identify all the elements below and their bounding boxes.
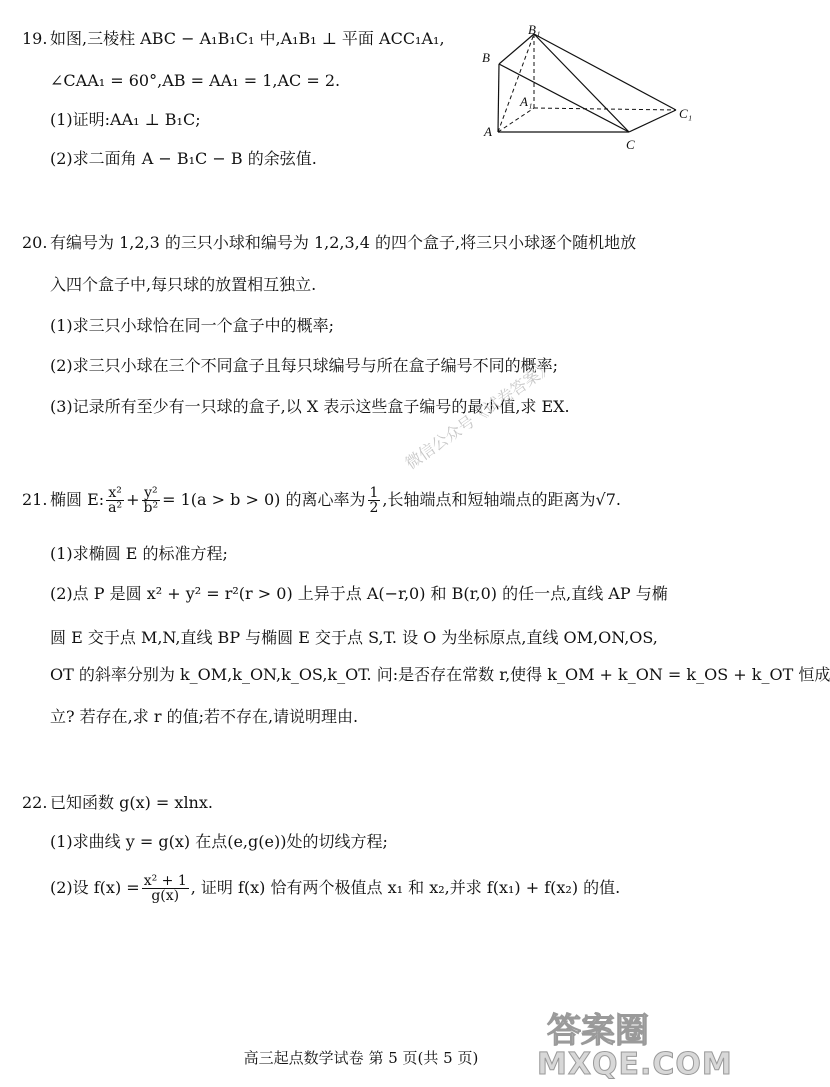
y-fraction-den: b² bbox=[143, 500, 159, 516]
edge-b1-c bbox=[534, 34, 629, 132]
q21-part2-line2: 圆 E 交于点 M,N,直线 BP 与椭圆 E 交于点 S,T. 设 O 为坐标原点,直线 OM,ON,OS, bbox=[50, 628, 658, 647]
f-fraction bbox=[142, 874, 189, 903]
q19-part1: (1)证明:AA₁ ⊥ B₁C; bbox=[50, 110, 201, 129]
wechat-watermark: 微信公众号《试卷答案》 bbox=[401, 356, 557, 474]
plus-sign: + bbox=[126, 490, 140, 509]
edge-b1-c1 bbox=[534, 34, 676, 110]
half-den: 2 bbox=[369, 500, 379, 516]
edge-a1-c1-dashed bbox=[534, 108, 676, 110]
label-A1: A₁ bbox=[520, 94, 533, 109]
q19-stem-line1: 如图,三棱柱 ABC − A₁B₁C₁ 中,A₁B₁ ⊥ 平面 ACC₁A₁, bbox=[50, 29, 445, 48]
edge-c-c1 bbox=[629, 110, 676, 132]
page-footer: 高三起点数学试卷 第 5 页(共 5 页) bbox=[243, 1049, 479, 1067]
q20-stem-line1: 有编号为 1,2,3 的三只小球和编号为 1,2,3,4 的四个盒子,将三只小球逐个随机地放 bbox=[50, 233, 637, 252]
q19-number: 19. bbox=[22, 29, 48, 48]
x-fraction-den: a² bbox=[108, 500, 123, 516]
edge-b-a bbox=[498, 64, 499, 132]
x-squared-fraction bbox=[106, 486, 124, 515]
f-fraction-den: g(x) bbox=[151, 888, 180, 904]
q22-part2-intro: (2)设 f(x) = bbox=[50, 878, 140, 897]
q19-part2: (2)求二面角 A − B₁C − B 的余弦值. bbox=[50, 149, 317, 168]
q20-part2: (2)求三只小球在三个不同盒子且每只球编号与所在盒子编号不同的概率; bbox=[50, 356, 559, 375]
f-fraction-num: x² + 1 bbox=[143, 873, 187, 889]
label-B: B bbox=[482, 50, 490, 65]
q22-number: 22. bbox=[22, 793, 48, 812]
q19-stem-line2: ∠CAA₁ = 60°,AB = AA₁ = 1,AC = 2. bbox=[50, 71, 341, 90]
x-fraction-num: x² bbox=[106, 486, 124, 501]
q22-part2 bbox=[50, 866, 620, 910]
label-B1: B₁ bbox=[528, 22, 541, 37]
q21-part1: (1)求椭圆 E 的标准方程; bbox=[50, 544, 228, 563]
prism-figure bbox=[476, 22, 706, 162]
logo-chinese-text: 答案圈 bbox=[547, 1011, 649, 1051]
q21-condition: = 1(a > b > 0) 的离心率为 bbox=[162, 490, 366, 509]
y-fraction-num: y² bbox=[142, 486, 161, 501]
q20-part3: (3)记录所有至少有一只球的盒子,以 X 表示这些盒子编号的最小值,求 EX. bbox=[50, 397, 570, 416]
logo-domain-text: MXQE.COM bbox=[537, 1047, 733, 1082]
q22-part2-rest: , 证明 f(x) 恰有两个极值点 x₁ 和 x₂,并求 f(x₁) + f(x₂) 的值. bbox=[190, 878, 621, 897]
half-fraction bbox=[368, 486, 381, 515]
y-squared-fraction bbox=[142, 486, 161, 515]
q21-number: 21. bbox=[22, 490, 48, 509]
half-num: 1 bbox=[369, 485, 379, 501]
q22-part1: (1)求曲线 y = g(x) 在点(e,g(e))处的切线方程; bbox=[50, 832, 388, 851]
q22-stem: 已知函数 g(x) = xlnx. bbox=[50, 793, 213, 812]
q21-distance-text: ,长轴端点和短轴端点的距离为√7. bbox=[382, 490, 621, 509]
site-logo bbox=[515, 1003, 733, 1085]
label-C: C bbox=[626, 137, 635, 152]
q21-ellipse-label: 椭圆 E: bbox=[50, 490, 105, 509]
label-C1: C₁ bbox=[679, 106, 693, 121]
edge-b-b1 bbox=[499, 34, 534, 64]
q20-part1: (1)求三只小球恰在同一个盒子中的概率; bbox=[50, 316, 335, 335]
q21-part2-line3: OT 的斜率分别为 k_OM,k_ON,k_OS,k_OT. 问:是否存在常数 r,使得 k_OM + k_ON = k_OS + k_OT 恒成 bbox=[50, 665, 830, 684]
edge-a-a1-dashed bbox=[498, 108, 534, 132]
q21-stem-line1 bbox=[50, 478, 621, 522]
label-A: A bbox=[484, 124, 492, 139]
q21-part2-line1: (2)点 P 是圆 x² + y² = r²(r > 0) 上异于点 A(−r,0) 和 B(r,0) 的任一点,直线 AP 与椭 bbox=[50, 584, 668, 603]
q20-stem-line2: 入四个盒子中,每只球的放置相互独立. bbox=[50, 275, 317, 294]
q21-part2-line4: 立? 若存在,求 r 的值;若不存在,请说明理由. bbox=[50, 707, 359, 726]
q20-number: 20. bbox=[22, 233, 48, 252]
